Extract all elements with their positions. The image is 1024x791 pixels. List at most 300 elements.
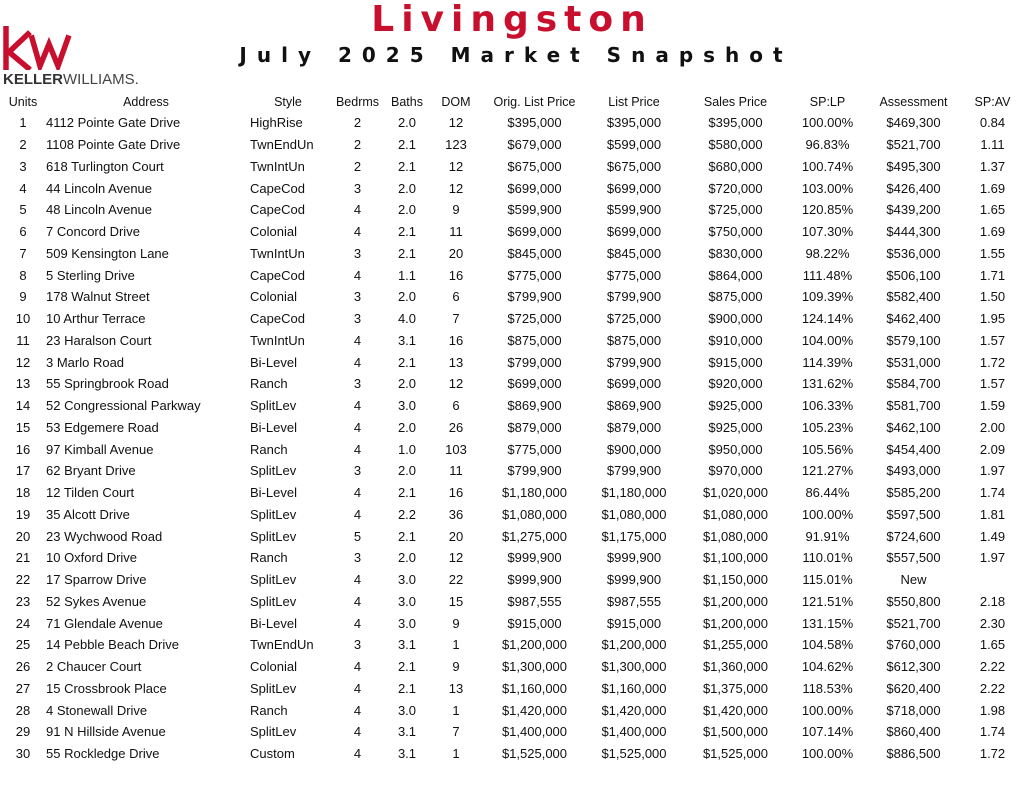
cell-style: Bi-Level: [250, 419, 297, 435]
cell-sp-av: 1.65: [979, 202, 1006, 218]
cell-dom: 20: [448, 245, 464, 261]
cell-orig-list-price: $699,000: [507, 376, 562, 392]
cell-baths: 2.1: [397, 137, 417, 153]
cell-orig-list-price: $699,000: [507, 180, 562, 196]
cell-orig-list-price: $699,000: [507, 224, 562, 240]
cell-sp-lp: 120.85%: [801, 202, 854, 218]
cell-units: 17: [15, 463, 31, 479]
cell-dom: 6: [452, 289, 460, 305]
cell-sp-lp: 131.62%: [801, 376, 854, 392]
cell-bedrooms: 4: [353, 202, 362, 218]
cell-units: 18: [15, 485, 31, 501]
cell-bedrooms: 4: [353, 702, 362, 718]
cell-sales-price: $1,100,000: [702, 550, 769, 566]
cell-baths: 1.1: [397, 267, 417, 283]
cell-units: 15: [15, 419, 31, 435]
cell-bedrooms: 4: [353, 332, 362, 348]
table-row: [0, 221, 1024, 243]
market-snapshot-table: [0, 91, 1024, 765]
cell-address: 91 N Hillside Avenue: [46, 724, 166, 740]
cell-address: 178 Walnut Street: [46, 289, 150, 305]
cell-assessment: $444,300: [886, 224, 941, 240]
table-row: [0, 656, 1024, 678]
cell-sp-av: 2.00: [979, 419, 1006, 435]
cell-units: 29: [15, 724, 31, 740]
cell-sales-price: $900,000: [708, 311, 763, 327]
cell-units: 10: [15, 311, 31, 327]
cell-list-price: $1,420,000: [601, 702, 667, 718]
cell-units: 25: [15, 637, 31, 653]
cell-orig-list-price: $1,420,000: [501, 702, 568, 718]
table-row: [0, 569, 1024, 591]
cell-orig-list-price: $915,000: [507, 615, 562, 631]
cell-sp-lp: 103.00%: [801, 180, 854, 196]
cell-address: 23 Wychwood Road: [46, 528, 163, 544]
cell-address: 48 Lincoln Avenue: [46, 202, 153, 218]
cell-sp-av: 2.18: [979, 593, 1006, 609]
table-body: [0, 112, 1024, 765]
cell-bedrooms: 3: [353, 376, 362, 392]
cell-list-price: $875,000: [606, 332, 662, 348]
column-header-orig-list-price: Orig. List Price: [493, 94, 576, 109]
cell-dom: 22: [448, 572, 464, 588]
cell-sales-price: $725,000: [708, 202, 763, 218]
cell-dom: 15: [448, 593, 464, 609]
cell-sp-av: 1.74: [979, 485, 1006, 501]
cell-assessment: $597,500: [886, 506, 941, 522]
cell-sp-av: 1.72: [979, 354, 1006, 370]
table-row: [0, 112, 1024, 134]
column-header-list-price: List Price: [608, 94, 660, 109]
cell-assessment: $860,400: [886, 724, 941, 740]
cell-sp-lp: 105.56%: [801, 441, 854, 457]
cell-sp-lp: 109.39%: [801, 289, 854, 305]
cell-sp-av: 1.59: [979, 398, 1006, 414]
cell-style: CapeCod: [250, 311, 305, 327]
cell-orig-list-price: $1,080,000: [501, 506, 568, 522]
cell-baths: 2.1: [397, 354, 417, 370]
cell-style: SplitLev: [250, 572, 297, 588]
cell-address: 14 Pebble Beach Drive: [46, 637, 179, 653]
cell-sp-lp: 111.48%: [802, 267, 853, 283]
cell-baths: 2.1: [397, 485, 417, 501]
cell-orig-list-price: $799,000: [507, 354, 562, 370]
cell-list-price: $999,900: [606, 550, 662, 566]
cell-dom: 12: [448, 376, 464, 392]
cell-sp-lp: 96.83%: [805, 137, 850, 153]
cell-list-price: $1,080,000: [601, 506, 667, 522]
cell-assessment: $581,700: [886, 398, 941, 414]
cell-dom: 12: [448, 180, 464, 196]
cell-dom: 1: [452, 702, 460, 718]
cell-units: 6: [19, 224, 27, 240]
cell-sp-av: 2.22: [979, 680, 1006, 696]
cell-units: 23: [15, 593, 31, 609]
table-row: [0, 286, 1024, 308]
cell-sp-av: 1.95: [979, 311, 1006, 327]
table-row: [0, 634, 1024, 656]
cell-sp-lp: 107.30%: [801, 224, 854, 240]
cell-sales-price: $950,000: [708, 441, 763, 457]
cell-assessment: $585,200: [886, 485, 941, 501]
cell-sp-lp: 110.01%: [802, 550, 853, 566]
cell-sales-price: $1,255,000: [702, 637, 769, 653]
cell-sales-price: $720,000: [708, 180, 763, 196]
cell-dom: 12: [448, 115, 464, 131]
cell-list-price: $699,000: [606, 180, 662, 196]
cell-list-price: $869,900: [606, 398, 662, 414]
cell-list-price: $775,000: [606, 267, 662, 283]
cell-units: 1: [19, 115, 27, 131]
cell-assessment: $462,400: [886, 311, 941, 327]
cell-list-price: $799,900: [606, 289, 662, 305]
cell-list-price: $1,300,000: [601, 659, 667, 675]
cell-assessment: $582,400: [886, 289, 941, 305]
cell-address: 55 Rockledge Drive: [46, 746, 160, 762]
cell-sales-price: $910,000: [708, 332, 763, 348]
cell-address: 4 Stonewall Drive: [46, 702, 148, 718]
cell-units: 22: [15, 572, 31, 588]
page-title: Livingston: [371, 0, 653, 40]
cell-list-price: $879,000: [606, 419, 662, 435]
cell-style: Ranch: [250, 441, 288, 457]
cell-units: 24: [15, 615, 31, 631]
cell-dom: 12: [448, 158, 464, 174]
cell-style: HighRise: [250, 115, 303, 131]
cell-list-price: $725,000: [606, 311, 662, 327]
cell-sp-lp: 98.22%: [805, 245, 850, 261]
cell-style: SplitLev: [250, 506, 297, 522]
cell-sales-price: $395,000: [708, 115, 763, 131]
cell-address: 12 Tilden Court: [46, 485, 135, 501]
cell-dom: 1: [452, 637, 460, 653]
cell-address: 10 Oxford Drive: [46, 550, 138, 566]
cell-orig-list-price: $599,900: [507, 202, 562, 218]
cell-sp-av: 1.98: [979, 702, 1006, 718]
cell-style: TwnEndUn: [250, 637, 314, 653]
cell-units: 19: [15, 506, 31, 522]
cell-sales-price: $830,000: [708, 245, 763, 261]
cell-orig-list-price: $679,000: [507, 137, 562, 153]
cell-list-price: $1,525,000: [601, 746, 667, 762]
cell-units: 9: [19, 289, 27, 305]
cell-style: Colonial: [250, 659, 297, 675]
cell-style: Bi-Level: [250, 615, 297, 631]
cell-sp-lp: 131.15%: [801, 615, 854, 631]
cell-style: CapeCod: [250, 202, 305, 218]
cell-orig-list-price: $999,900: [507, 572, 562, 588]
cell-baths: 3.1: [397, 746, 417, 762]
cell-list-price: $987,555: [606, 593, 662, 609]
cell-address: 15 Crossbrook Place: [46, 680, 167, 696]
cell-style: TwnEndUn: [250, 137, 314, 153]
cell-sp-lp: 86.44%: [805, 485, 850, 501]
table-row: [0, 547, 1024, 569]
column-header-sp-lp: SP:LP: [809, 94, 846, 109]
cell-bedrooms: 3: [353, 289, 362, 305]
cell-dom: 9: [452, 659, 460, 675]
cell-baths: 2.0: [397, 289, 417, 305]
cell-assessment: $557,500: [886, 550, 941, 566]
cell-baths: 2.1: [397, 659, 417, 675]
cell-list-price: $999,900: [606, 572, 662, 588]
table-header-row: [0, 91, 1024, 112]
cell-baths: 3.0: [397, 615, 417, 631]
cell-address: 44 Lincoln Avenue: [46, 180, 153, 196]
cell-style: Ranch: [250, 550, 288, 566]
cell-units: 27: [15, 680, 31, 696]
column-header-address: Address: [123, 94, 169, 109]
cell-baths: 2.2: [397, 506, 417, 522]
cell-dom: 11: [449, 224, 463, 240]
cell-list-price: $900,000: [606, 441, 662, 457]
cell-address: 3 Marlo Road: [46, 354, 125, 370]
cell-orig-list-price: $1,160,000: [501, 680, 568, 696]
cell-address: 1108 Pointe Gate Drive: [46, 137, 181, 153]
table-row: [0, 438, 1024, 460]
cell-assessment: $462,100: [886, 419, 941, 435]
cell-sales-price: $580,000: [708, 137, 763, 153]
cell-baths: 2.0: [397, 115, 417, 131]
cell-style: Colonial: [250, 289, 297, 305]
cell-assessment: $579,100: [886, 332, 941, 348]
table-row: [0, 156, 1024, 178]
cell-dom: 12: [448, 550, 464, 566]
cell-baths: 3.1: [397, 637, 417, 653]
cell-sp-av: 1.65: [979, 637, 1006, 653]
cell-assessment: $612,300: [886, 659, 941, 675]
cell-style: SplitLev: [250, 528, 297, 544]
cell-assessment: $724,600: [886, 528, 941, 544]
cell-style: SplitLev: [250, 680, 297, 696]
cell-orig-list-price: $1,275,000: [501, 528, 568, 544]
cell-bedrooms: 3: [353, 637, 362, 653]
cell-bedrooms: 4: [353, 680, 362, 696]
cell-bedrooms: 4: [353, 506, 362, 522]
column-header-dom: DOM: [441, 94, 471, 109]
cell-style: Ranch: [250, 376, 288, 392]
cell-address: 35 Alcott Drive: [46, 506, 130, 522]
page-subtitle: July 2025 Market Snapshot: [239, 43, 793, 67]
cell-baths: 2.1: [397, 158, 417, 174]
cell-style: SplitLev: [250, 463, 297, 479]
cell-baths: 2.0: [397, 180, 417, 196]
cell-address: 2 Chaucer Court: [46, 659, 142, 675]
cell-sp-lp: 121.27%: [801, 463, 854, 479]
table-row: [0, 243, 1024, 265]
cell-bedrooms: 4: [353, 724, 362, 740]
cell-dom: 103: [445, 441, 467, 457]
cell-assessment: $469,300: [886, 115, 941, 131]
cell-list-price: $1,200,000: [601, 637, 667, 653]
cell-units: 26: [15, 659, 31, 675]
cell-orig-list-price: $675,000: [507, 158, 562, 174]
cell-orig-list-price: $775,000: [507, 267, 562, 283]
cell-address: 52 Sykes Avenue: [46, 593, 147, 609]
cell-sp-lp: 100.00%: [801, 506, 854, 522]
cell-sp-lp: 104.62%: [801, 659, 854, 675]
cell-units: 30: [15, 746, 31, 762]
cell-sp-av: 1.69: [979, 224, 1006, 240]
table-row: [0, 330, 1024, 352]
cell-bedrooms: 2: [353, 137, 362, 153]
cell-sp-lp: 107.14%: [801, 724, 854, 740]
cell-bedrooms: 5: [353, 528, 362, 544]
cell-address: 97 Kimball Avenue: [46, 441, 154, 457]
cell-sp-av: 1.50: [979, 289, 1006, 305]
cell-sales-price: $1,020,000: [702, 485, 769, 501]
cell-bedrooms: 3: [353, 180, 362, 196]
cell-assessment: $426,400: [886, 180, 941, 196]
cell-dom: 123: [445, 137, 467, 153]
cell-address: 5 Sterling Drive: [46, 267, 135, 283]
cell-address: 10 Arthur Terrace: [46, 311, 146, 327]
cell-dom: 20: [448, 528, 464, 544]
cell-dom: 16: [448, 485, 464, 501]
cell-address: 509 Kensington Lane: [46, 245, 169, 261]
cell-orig-list-price: $799,900: [507, 289, 562, 305]
cell-assessment: $495,300: [886, 158, 941, 174]
cell-list-price: $1,180,000: [601, 485, 667, 501]
cell-bedrooms: 3: [353, 311, 362, 327]
cell-dom: 9: [452, 202, 460, 218]
table-row: [0, 395, 1024, 417]
cell-orig-list-price: $799,900: [507, 463, 562, 479]
cell-address: 62 Bryant Drive: [46, 463, 136, 479]
cell-assessment: $718,000: [886, 702, 941, 718]
cell-dom: 1: [452, 746, 460, 762]
cell-assessment: $493,000: [886, 463, 941, 479]
cell-bedrooms: 2: [353, 158, 362, 174]
cell-bedrooms: 4: [353, 441, 362, 457]
cell-units: 20: [15, 528, 31, 544]
cell-dom: 9: [452, 615, 460, 631]
cell-sp-lp: 100.00%: [801, 115, 854, 131]
cell-assessment: New: [900, 572, 927, 588]
table-row: [0, 199, 1024, 221]
cell-sales-price: $1,525,000: [702, 746, 769, 762]
cell-baths: 3.1: [397, 332, 417, 348]
cell-bedrooms: 2: [353, 115, 362, 131]
cell-sales-price: $1,375,000: [702, 680, 769, 696]
cell-bedrooms: 4: [353, 746, 362, 762]
cell-sales-price: $915,000: [708, 354, 763, 370]
cell-style: CapeCod: [250, 267, 305, 283]
cell-units: 21: [15, 550, 31, 566]
cell-sp-av: 1.74: [979, 724, 1006, 740]
cell-sales-price: $680,000: [708, 158, 763, 174]
cell-style: TwnIntUn: [250, 332, 305, 348]
cell-list-price: $915,000: [606, 615, 662, 631]
cell-list-price: $799,900: [606, 463, 662, 479]
cell-units: 7: [19, 245, 27, 261]
cell-sales-price: $1,200,000: [702, 593, 769, 609]
cell-baths: 2.1: [397, 245, 417, 261]
cell-address: 17 Sparrow Drive: [46, 572, 147, 588]
table-row: [0, 308, 1024, 330]
cell-sales-price: $970,000: [708, 463, 763, 479]
cell-sales-price: $925,000: [708, 398, 763, 414]
cell-baths: 2.1: [397, 528, 417, 544]
column-header-units: Units: [8, 94, 38, 109]
cell-sp-lp: 100.00%: [801, 746, 854, 762]
cell-sp-av: 2.30: [979, 615, 1006, 631]
cell-bedrooms: 4: [353, 398, 362, 414]
cell-dom: 6: [452, 398, 460, 414]
cell-style: Bi-Level: [250, 354, 297, 370]
cell-sp-av: 1.49: [979, 528, 1006, 544]
cell-address: 71 Glendale Avenue: [46, 615, 163, 631]
table-row: [0, 417, 1024, 439]
cell-style: SplitLev: [250, 398, 297, 414]
cell-units: 8: [19, 267, 27, 283]
cell-bedrooms: 4: [353, 224, 362, 240]
cell-units: 28: [15, 702, 31, 718]
cell-bedrooms: 3: [353, 463, 362, 479]
cell-units: 4: [19, 180, 27, 196]
cell-baths: 2.1: [397, 680, 417, 696]
cell-assessment: $521,700: [886, 615, 941, 631]
column-header-style: Style: [274, 94, 302, 109]
cell-style: SplitLev: [250, 593, 297, 609]
cell-dom: 13: [448, 354, 464, 370]
cell-sp-av: 1.11: [980, 137, 1005, 153]
column-header-bedrooms: Bedrms: [335, 94, 380, 109]
cell-assessment: $506,100: [886, 267, 941, 283]
cell-orig-list-price: $875,000: [507, 332, 562, 348]
column-header-baths: Baths: [391, 94, 423, 109]
cell-assessment: $521,700: [886, 137, 941, 153]
table-row: [0, 504, 1024, 526]
table-row: [0, 721, 1024, 743]
cell-sp-av: 1.57: [979, 376, 1006, 392]
cell-bedrooms: 4: [353, 485, 362, 501]
cell-sales-price: $750,000: [708, 224, 763, 240]
cell-baths: 4.0: [397, 311, 417, 327]
cell-sales-price: $1,420,000: [702, 702, 769, 718]
column-header-assessment: Assessment: [879, 94, 948, 109]
cell-bedrooms: 4: [353, 615, 362, 631]
cell-sp-lp: 106.33%: [801, 398, 854, 414]
cell-sp-lp: 100.74%: [801, 158, 854, 174]
column-header-sp-av: SP:AV: [974, 94, 1011, 109]
cell-orig-list-price: $1,180,000: [501, 485, 568, 501]
cell-sp-lp: 114.39%: [802, 354, 853, 370]
cell-orig-list-price: $879,000: [507, 419, 562, 435]
cell-bedrooms: 4: [353, 572, 362, 588]
cell-bedrooms: 3: [353, 245, 362, 261]
cell-bedrooms: 3: [353, 550, 362, 566]
cell-list-price: $799,900: [606, 354, 662, 370]
cell-baths: 2.0: [397, 376, 417, 392]
table-row: [0, 373, 1024, 395]
table-row: [0, 743, 1024, 765]
cell-dom: 7: [452, 724, 460, 740]
cell-assessment: $439,200: [886, 202, 941, 218]
cell-orig-list-price: $1,300,000: [501, 659, 568, 675]
cell-bedrooms: 4: [353, 593, 362, 609]
cell-units: 5: [19, 202, 27, 218]
cell-style: Ranch: [250, 702, 288, 718]
cell-orig-list-price: $1,400,000: [501, 724, 568, 740]
table-row: [0, 351, 1024, 373]
cell-assessment: $531,000: [886, 354, 941, 370]
cell-sp-av: 1.71: [979, 267, 1006, 283]
cell-orig-list-price: $1,525,000: [501, 746, 568, 762]
table-row: [0, 134, 1024, 156]
cell-sp-lp: 104.58%: [801, 637, 854, 653]
cell-sales-price: $920,000: [708, 376, 763, 392]
